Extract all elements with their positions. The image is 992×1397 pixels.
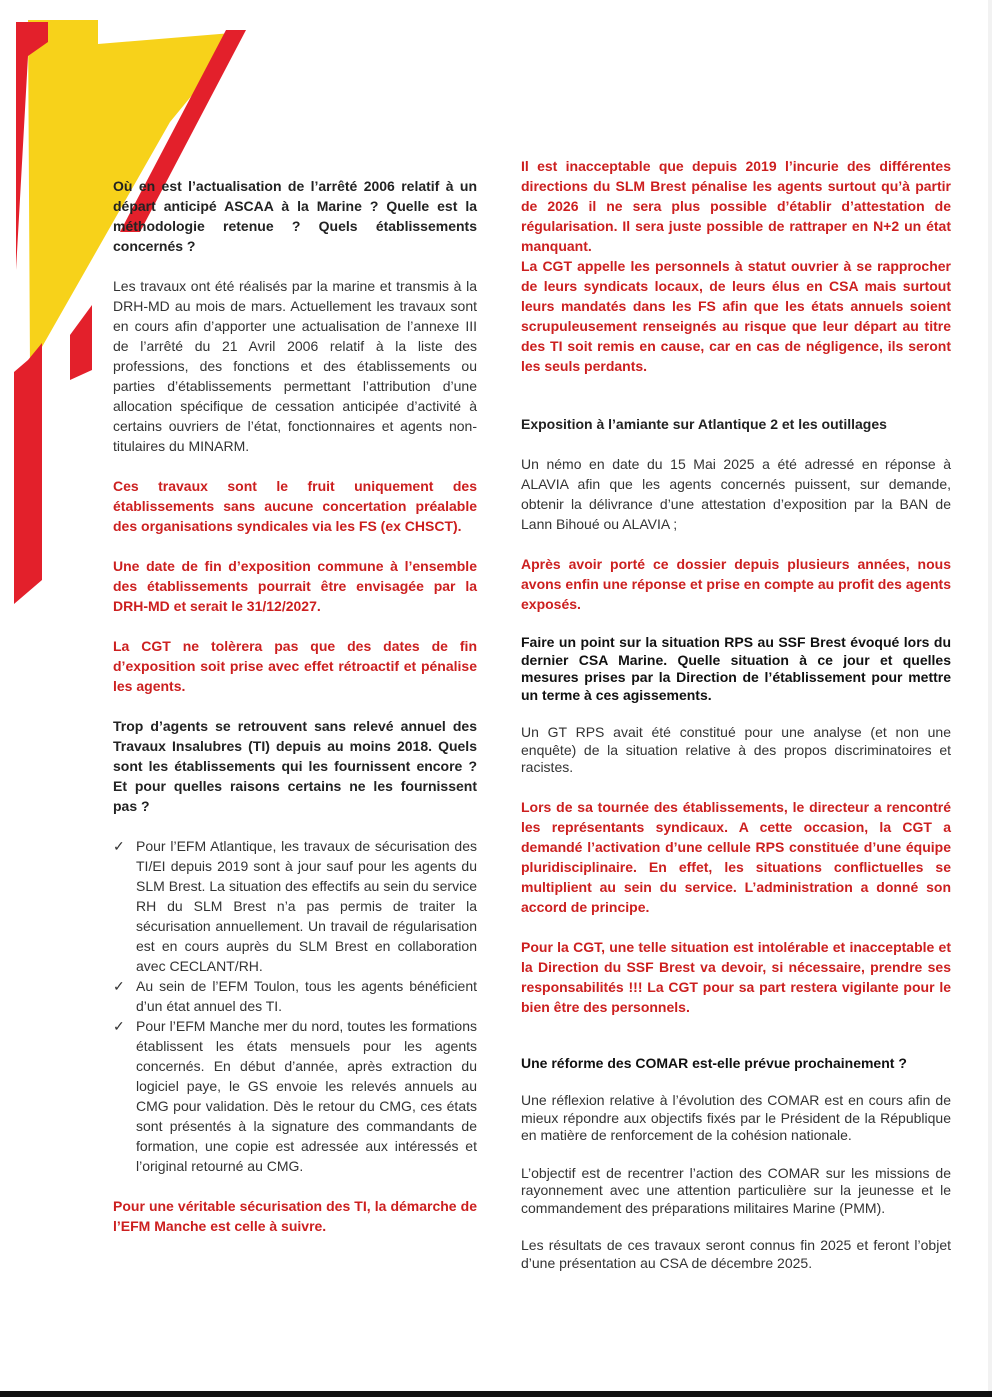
efm-status-list (113, 836, 477, 1176)
red-stripe-lower-left (70, 305, 92, 380)
question-ti-records: Trop d’agents se retrouvent sans relevé annuel des Travaux Insalubres (TI) depuis au moins 2018. Quels sont les établissements qui les fournissent encore ? Et pour quelles raisons certains ne les fournissent pas ? (113, 718, 477, 814)
cgt-comment-rps-cell: Lors de sa tournée des établissements, le directeur a rencontré les représentants syndicaux. A cette occasion, la CGT a demandé l’activation d’une cellule RPS constituée d’une équipe pluridisciplinaire. En effet, les situations conflictuelles se multiplient au sein du service. L’administration a donné son accord de principe. (521, 798, 951, 915)
list-item: ✓ Au sein de l’EFM Toulon, tous les agents bénéficient d’un état annuel des TI. (113, 978, 477, 1014)
answer-comar-objective: L’objectif est de recentrer l’action des COMAR sur les missions de rayonnement avec une attention particulière sur la jeunesse et le commandement des préparations militaires Marine (PMM). (521, 1164, 951, 1216)
cgt-comment-retroactive: La CGT ne tolèrera pas que des dates de fin d’exposition soit prise avec effet rétroactif et pénalise les agents. (113, 638, 477, 694)
cgt-appeal-workers: La CGT appelle les personnels à statut ouvrier à se rapprocher de leurs syndicats locaux, de leurs élus en CSA mais surtout leurs mandatés dans les FS afin que les états annuels soient scrupuleusement renseignés au risque que leur départ au titre des TI soit remis en cause, car en cas de négligence, ils seront les seuls perdants. (521, 258, 951, 374)
question-comar: Une réforme des COMAR est-elle prévue prochainement ? (521, 1054, 907, 1071)
cgt-comment-efm-manche: Pour une véritable sécurisation des TI, la démarche de l’EFM Manche est celle à suivre. (113, 1198, 477, 1234)
cgt-comment-ssf-brest: Pour la CGT, une telle situation est intolérable et inacceptable et la Direction du SSF Brest va devoir, si nécessaire, prendre ses responsabilités !!! La CGT pour sa part restera vigilante pour le bien être des personnels. (521, 938, 951, 1015)
right-column (521, 156, 951, 1272)
left-column (113, 176, 477, 1236)
answer-comar-reflection: Une réflexion relative à l’évolution des COMAR est en cours afin de mieux répondre aux objectifs fixés par le Président de la République en matière de renforcement de la cohésion nationale. (521, 1092, 951, 1143)
question-ascaa: Où en est l’actualisation de l’arrêté 2006 relatif à un départ anticipé ASCAA à la Marine ? Quelle est la méthodologie retenue ? Quels établissements concernés ? (113, 178, 477, 254)
checkmark-icon: ✓ (113, 838, 125, 854)
answer-comar-results: Les résultats de ces travaux seront connus fin 2025 et feront l’objet d’une présentation au CSA de décembre 2025. (521, 1237, 951, 1271)
cgt-comment-slm-brest: Il est inacceptable que depuis 2019 l’incurie des différentes directions du SLM Brest pénalise les agents surtout qu’à partir de 2026 il ne sera plus possible d’établir d’attestation de régularisation. Il sera juste possible de rattraper en N+2 un état manquant. (521, 158, 951, 254)
list-item: ✓ Pour l’EFM Manche mer du nord, toutes les formations établissent les états mensuels pour les agents concernés. En début d’année, après extraction du logiciel paye, le GS envoie les relevés annuels au CMG pour validation. Dès le retour du CMG, ces états sont présentés à la signature des commandants de formation, une copie est adressée aux intéressés et l’original retourné au CMG. (113, 1018, 477, 1174)
checkmark-icon: ✓ (113, 1018, 125, 1034)
cgt-comment-concertation: Ces travaux sont le fruit uniquement des établissements sans aucune concertation préalable des organisations syndicales via les FS (ex CHSCT). (113, 478, 477, 534)
cgt-comment-asbestos: Après avoir porté ce dossier depuis plusieurs années, nous avons enfin une réponse et prise en compte au profit des agents exposés. (521, 556, 951, 612)
answer-asbestos: Un némo en date du 15 Mai 2025 a été adressé en réponse à ALAVIA afin que les agents concernés puissent, sur demande, obtenir la délivrance d’une attestation d’exposition par la BAN de Lann Bihoué ou ALAVIA ; (521, 456, 951, 532)
answer-ascaa: Les travaux ont été réalisés par la marine et transmis à la DRH-MD au mois de mars. Actuellement les travaux sont en cours afin d’apporter une actualisation de l’annexe III de l’arrêté du 21 Avril 2006 relatif à la liste des professions, des fonctions et des établissements ou parties d’établissements permettant l’attribution d’une allocation spécifique de cessation anticipée d’activité à certains ouvriers de l’état, fonctionnaires et agents non-titulaires du MINARM. (113, 278, 477, 454)
page-edge-bottom (0, 1391, 992, 1397)
page-edge-right (988, 0, 992, 1397)
list-item: ✓ Pour l’EFM Atlantique, les travaux de sécurisation des TI/EI depuis 2019 sont à jour sauf pour les agents du SLM Brest. La situation des effectifs au sein du service RH du SLM Brest n’a pas permis de traiter la sécurisation annuellement. Un travail de régularisation est en cours auprès du SLM Brest en collaboration avec CECLANT/RH. (113, 838, 477, 974)
question-rps: Faire un point sur la situation RPS au SSF Brest évoqué lors du dernier CSA Marine. Quelle situation à ce jour et quelles mesures prises par la Direction de l’établissement pour mettre un terme à ces agissements. (521, 634, 951, 703)
cgt-comment-end-date: Une date de fin d’exposition commune à l’ensemble des établissements pourrait être envisagée par la DRH-MD et serait le 31/12/2027. (113, 558, 477, 614)
red-stripe-lower (14, 343, 42, 604)
heading-asbestos: Exposition à l’amiante sur Atlantique 2 et les outillages (521, 416, 887, 432)
answer-rps: Un GT RPS avait été constitué pour une analyse (et non une enquête) de la situation relative à des propos discriminatoires et racistes. (521, 724, 951, 775)
checkmark-icon: ✓ (113, 978, 125, 994)
